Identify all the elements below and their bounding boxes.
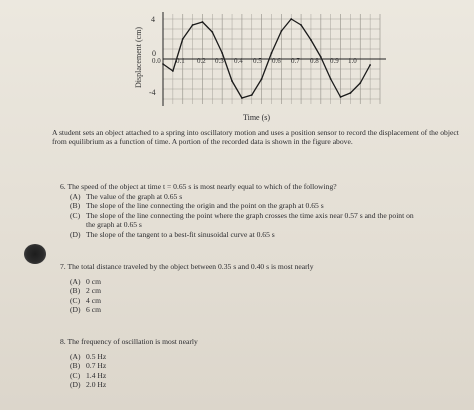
question-8-stem: 8. The frequency of oscillation is most nearly — [60, 337, 198, 346]
data-point — [359, 82, 361, 84]
data-point — [271, 52, 273, 54]
data-point — [211, 31, 213, 33]
question-7-option-b[interactable]: (B) 2 cm — [70, 286, 101, 296]
x-tick-1.0: 1.0 — [348, 57, 357, 65]
question-7-option-a[interactable]: (A) 0 cm — [70, 276, 101, 286]
question-8 — [60, 337, 460, 390]
question-6-option-b[interactable]: (B) The slope of the line connecting the origin and the point on the graph at 0.65 s — [70, 201, 324, 211]
y-tick-0: 0 — [152, 49, 156, 58]
x-tick-0.1: 0.1 — [176, 57, 185, 65]
x-tick-0.2: 0.2 — [197, 57, 206, 65]
x-tick-0.3: 0.3 — [215, 57, 224, 65]
question-8-option-b[interactable]: (B) 0.7 Hz — [70, 361, 107, 371]
data-point — [231, 80, 233, 82]
data-point — [182, 38, 184, 40]
question-7-option-d[interactable]: (D) 6 cm — [70, 305, 101, 315]
question-8-option-d[interactable]: (D) 2.0 Hz — [70, 380, 107, 390]
x-tick-0.4: 0.4 — [234, 57, 243, 65]
data-point — [300, 24, 302, 26]
binder-hole — [24, 244, 46, 264]
data-point — [280, 30, 282, 32]
x-tick-0.6: 0.6 — [272, 57, 281, 65]
data-point — [340, 96, 342, 98]
x-axis-label: Time (s) — [243, 113, 271, 122]
y-axis-label: Displacement (cm) — [134, 26, 143, 88]
question-6-option-c[interactable]: (C) The slope of the line connecting the point where the graph crosses the time axis near 0.57 s and the point on — [70, 210, 414, 220]
x-tick-0.0: 0.0 — [152, 57, 161, 65]
data-point — [202, 21, 204, 23]
question-6 — [60, 182, 472, 240]
data-point — [330, 78, 332, 80]
data-point — [369, 64, 371, 66]
data-point — [251, 94, 253, 96]
data-point — [221, 52, 223, 54]
data-point — [320, 56, 322, 58]
question-6-option-c-continued: the graph at 0.65 s — [86, 220, 142, 230]
question-7 — [60, 262, 460, 315]
data-point — [261, 78, 263, 80]
question-6-option-d[interactable]: (D) The slope of the tangent to a best-fit sinusoidal curve at 0.65 s — [70, 229, 275, 239]
question-7-option-c[interactable]: (C) 4 cm — [70, 295, 101, 305]
question-8-option-c[interactable]: (C) 1.4 Hz — [70, 370, 107, 380]
figure-caption: A student sets an object attached to a spring into oscillatory motion and uses a position sensor to record the displacement of the object from equilibrium as a function of time. A portion of the recorded data is shown in the figure above. — [52, 128, 459, 146]
question-7-stem: 7. The total distance traveled by the object between 0.35 s and 0.40 s is most nearly — [60, 262, 314, 271]
data-point — [241, 97, 243, 99]
data-point — [310, 39, 312, 41]
y-tick-neg4: -4 — [149, 88, 156, 97]
x-tick-0.7: 0.7 — [291, 57, 300, 65]
data-point — [350, 92, 352, 94]
data-point — [290, 18, 292, 20]
x-tick-0.5: 0.5 — [253, 57, 262, 65]
x-tick-0.8: 0.8 — [310, 57, 319, 65]
question-6-stem: 6. The speed of the object at time t = 0.65 s is most nearly equal to which of the following? — [60, 182, 337, 191]
data-point — [162, 63, 164, 65]
x-tick-0.9: 0.9 — [330, 57, 339, 65]
data-point — [192, 24, 194, 26]
data-point — [172, 70, 174, 72]
question-8-option-a[interactable]: (A) 0.5 Hz — [70, 351, 107, 361]
question-6-option-a[interactable]: (A) The value of the graph at 0.65 s — [70, 191, 183, 201]
y-tick-4: 4 — [151, 15, 155, 24]
